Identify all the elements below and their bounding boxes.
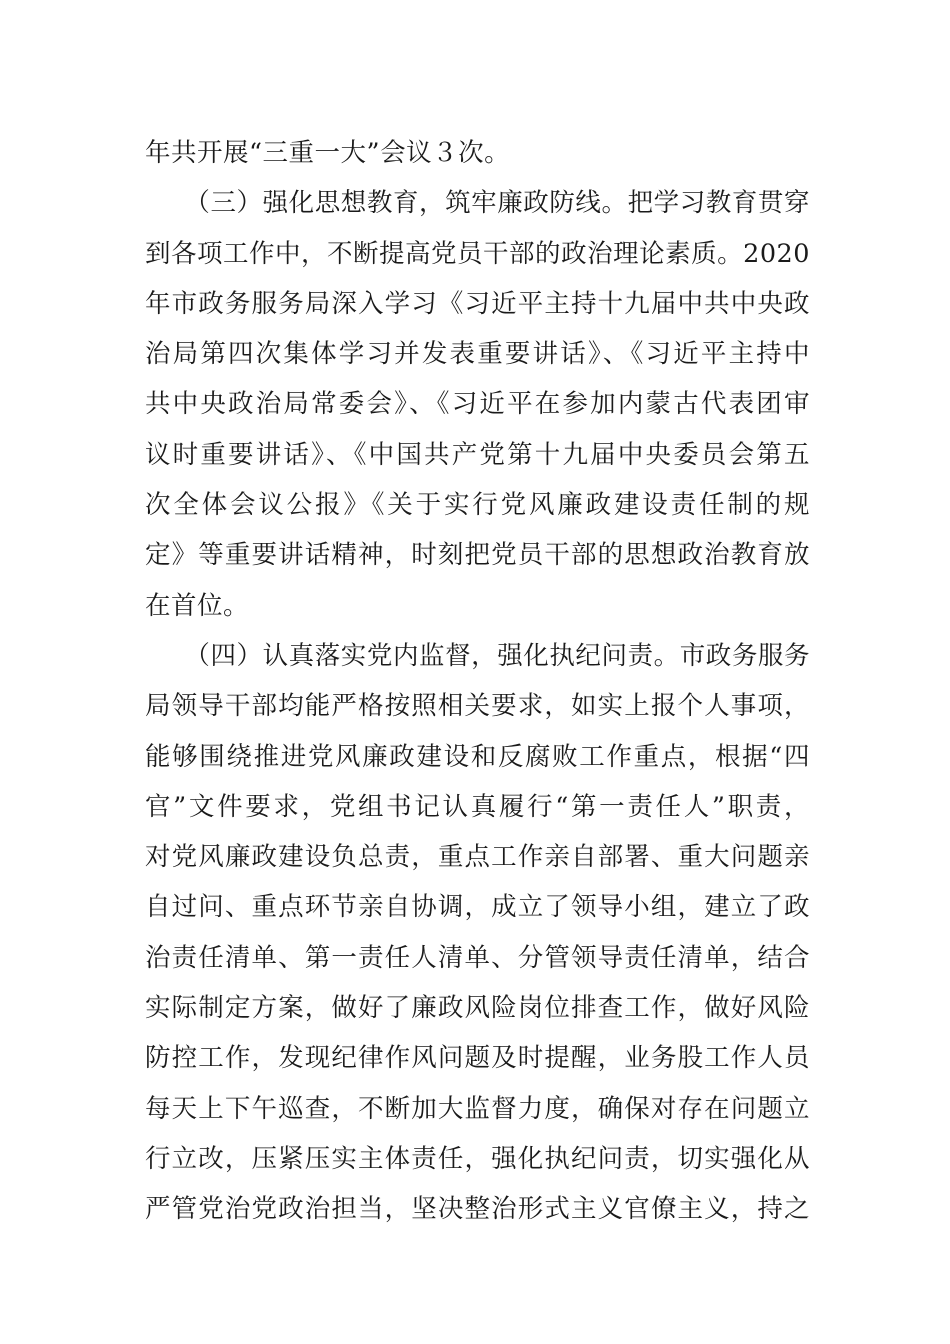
- text-line: 严管党治党政治担当，坚决整治形式主义官僚主义，持之: [145, 1194, 810, 1225]
- text-line: 治责任清单、第一责任人清单、分管领导责任清单，结合: [145, 942, 810, 973]
- text-line: 能够围绕推进党风廉政建设和反腐败工作重点，根据“四: [145, 741, 810, 772]
- text-line: 每天上下午巡查，不断加大监督力度，确保对存在问题立: [145, 1093, 810, 1124]
- text-line: 官”文件要求，党组书记认真履行“第一责任人”职责，: [145, 791, 810, 822]
- text-line: 在首位。: [145, 590, 250, 621]
- text-line: 自过问、重点环节亲自协调，成立了领导小组，建立了政: [145, 892, 810, 923]
- text-line: 年共开展“三重一大”会议３次。: [145, 138, 511, 168]
- text-line: 防控工作，发现纪律作风问题及时提醒，业务股工作人员: [145, 1043, 810, 1074]
- text-line: 行立改，压紧压实主体责任，强化执纪问责，切实强化从: [145, 1143, 810, 1174]
- text-line: 实际制定方案，做好了廉政风险岗位排查工作，做好风险: [145, 993, 810, 1024]
- text-line: 治局第四次集体学习并发表重要讲话》、《习近平主持中: [145, 339, 810, 370]
- text-line: 到各项工作中，不断提高党员干部的政治理论素质。2020: [145, 238, 810, 269]
- text-line: （三）强化思想教育，筑牢廉政防线。把学习教育贯穿: [145, 188, 810, 219]
- text-line: 对党风廉政建设负总责，重点工作亲自部署、重大问题亲: [145, 842, 810, 873]
- text-line: 年市政务服务局深入学习《习近平主持十九届中共中央政: [145, 288, 810, 319]
- text-line: 局领导干部均能严格按照相关要求，如实上报个人事项，: [145, 691, 810, 722]
- text-line: （四）认真落实党内监督，强化执纪问责。市政务服务: [145, 640, 810, 671]
- text-line: 定》等重要讲话精神，时刻把党员干部的思想政治教育放: [145, 540, 810, 571]
- body-text: [145, 128, 810, 1235]
- text-line: 次全体会议公报》《关于实行党风廉政建设责任制的规: [145, 490, 810, 521]
- text-line: 议时重要讲话》、《中国共产党第十九届中央委员会第五: [145, 439, 810, 470]
- text-line: 共中央政治局常委会》、《习近平在参加内蒙古代表团审: [145, 389, 810, 420]
